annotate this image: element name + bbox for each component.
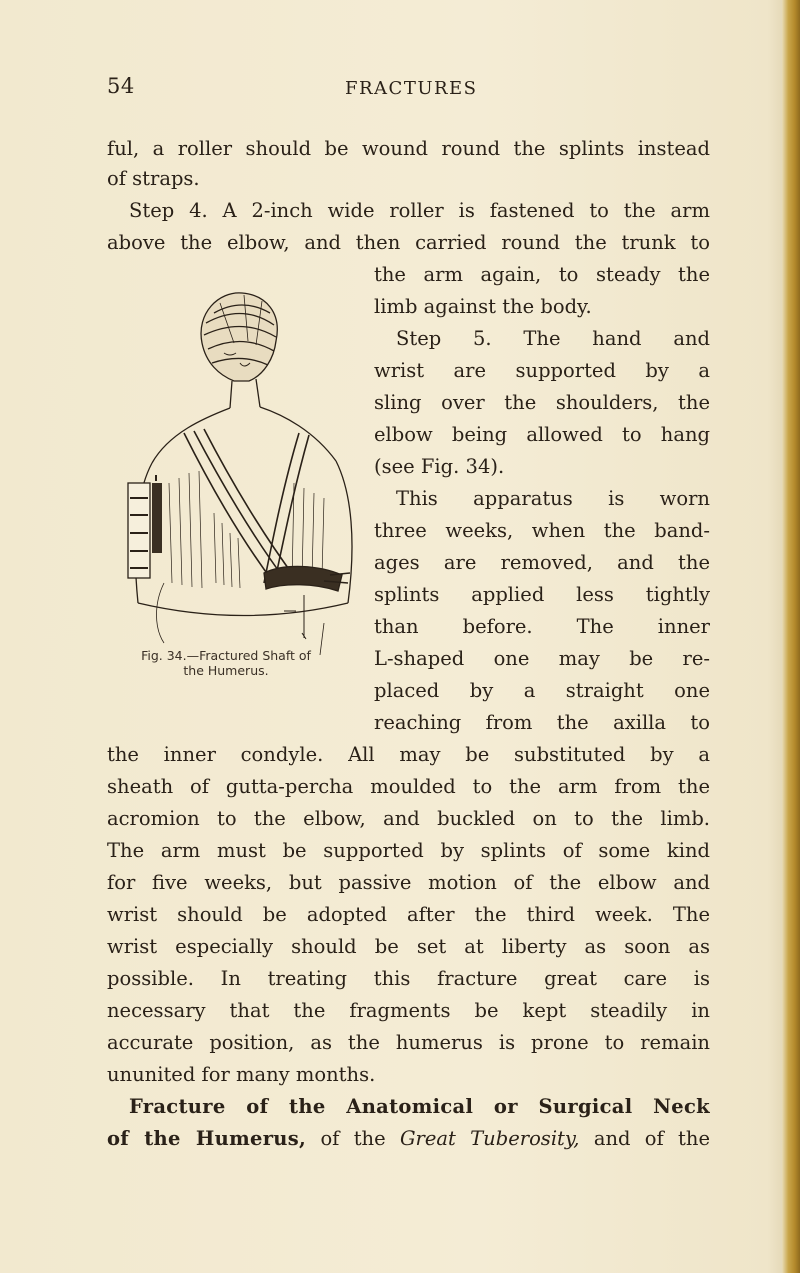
text-line: sling over the shoulders, the (374, 391, 710, 414)
section-heading-continuation (107, 1124, 710, 1154)
text-line: acromion to the elbow, and buckled on to the limb. (107, 807, 710, 830)
text-line: wrist especially should be set at liberty as soon as (107, 935, 710, 958)
text-line: reaching from the axilla to (374, 711, 710, 734)
bandaged-torso-illustration (124, 283, 364, 683)
text-line: splints applied less tightly (374, 583, 710, 606)
text-line: ages are removed, and the (374, 551, 710, 574)
text-line: the arm again, to steady the (374, 263, 710, 286)
text-line: wrist are supported by a (374, 359, 710, 382)
text-line: ununited for many months. (107, 1063, 376, 1086)
heading-bold-part: of the Humerus, (107, 1127, 307, 1150)
text-line: the inner condyle. All may be substituted by a (107, 743, 710, 766)
heading-plain-part: of the (306, 1127, 400, 1150)
text-line: sheath of gutta-percha moulded to the arm from the (107, 775, 710, 798)
text-line: (see Fig. 34). (374, 455, 505, 478)
heading-italic-part: Great Tuberosity, (399, 1127, 580, 1150)
text-line: L-shaped one may be re- (374, 647, 710, 670)
heading-plain-part: and of the (579, 1127, 710, 1150)
text-line: necessary that the fragments be kept steadily in (107, 999, 710, 1022)
section-heading: Fracture of the Anatomical or Surgical Neck (129, 1095, 710, 1118)
caption-line: Fig. 34.—Fractured Shaft of (141, 648, 311, 663)
figure-caption (106, 648, 346, 678)
caption-line: the Humerus. (183, 663, 269, 678)
text-line: elbow being allowed to hang (374, 423, 710, 446)
running-title: FRACTURES (345, 78, 478, 99)
page-number: 54 (107, 74, 135, 98)
text-line: The arm must be supported by splints of some kind (107, 839, 710, 862)
text-line: possible. In treating this fracture great care is (107, 967, 710, 990)
text-line: ful, a roller should be wound round the splints instead (107, 137, 710, 160)
text-line: placed by a straight one (374, 679, 710, 702)
text-line: This apparatus is worn (396, 487, 710, 510)
text-line: of straps. (107, 167, 200, 190)
page-gilt-edge (782, 0, 800, 1273)
page-header (0, 74, 800, 104)
text-line: accurate position, as the humerus is prone to remain (107, 1031, 710, 1054)
text-line: Step 5. The hand and (396, 327, 710, 350)
text-line: above the elbow, and then carried round the trunk to (107, 231, 710, 254)
text-line: than before. The inner (374, 615, 710, 638)
text-line: limb against the body. (374, 295, 592, 318)
text-line: three weeks, when the band- (374, 519, 710, 542)
text-line: Step 4. A 2-inch wide roller is fastened to the arm (129, 199, 710, 222)
text-line: for five weeks, but passive motion of the elbow and (107, 871, 710, 894)
text-line: wrist should be adopted after the third week. The (107, 903, 710, 926)
